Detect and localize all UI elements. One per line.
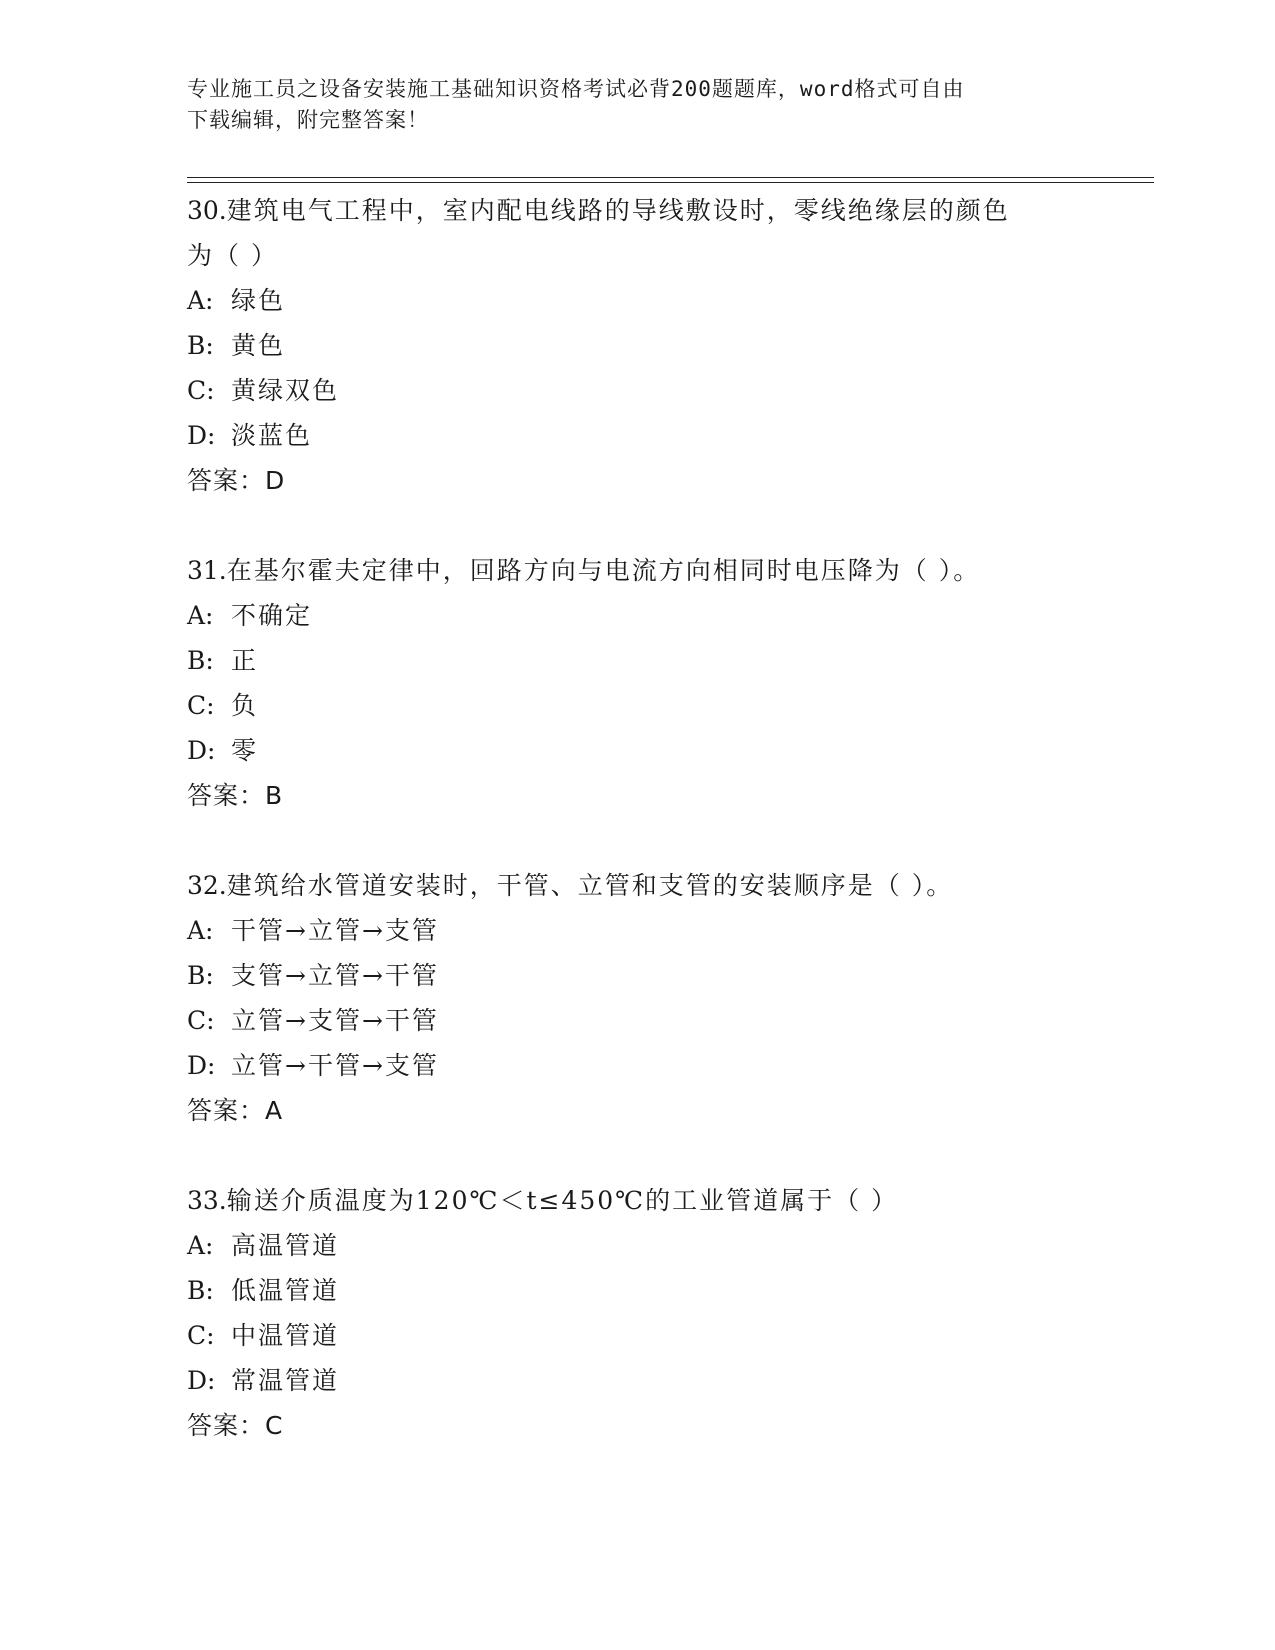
question-item bbox=[187, 548, 1087, 818]
answer-value: D bbox=[265, 466, 286, 495]
option-letter: B: bbox=[187, 961, 214, 990]
option-letter: D: bbox=[187, 1366, 216, 1395]
option-text: 立管→支管→干管 bbox=[231, 1006, 439, 1035]
option-text: 立管→干管→支管 bbox=[231, 1051, 439, 1080]
question-text-line-1: 在基尔霍夫定律中，回路方向与电流方向相同时电压降为（ ）。 bbox=[226, 556, 981, 585]
option-text: 绿色 bbox=[231, 286, 286, 315]
option-text: 支管→立管→干管 bbox=[231, 961, 439, 990]
option-d bbox=[187, 1043, 1087, 1088]
question-text bbox=[187, 548, 1087, 593]
option-text: 淡蓝色 bbox=[231, 421, 313, 450]
answer-value: B bbox=[265, 781, 284, 810]
option-letter: D: bbox=[187, 736, 216, 765]
option-letter: A: bbox=[187, 1231, 214, 1260]
header-divider-bottom bbox=[187, 182, 1154, 183]
option-letter: C: bbox=[187, 691, 215, 720]
option-text: 黄色 bbox=[231, 331, 286, 360]
option-a bbox=[187, 593, 1087, 638]
option-letter: A: bbox=[187, 916, 214, 945]
option-text: 黄绿双色 bbox=[231, 376, 340, 405]
document-header bbox=[187, 74, 1067, 136]
option-text: 不确定 bbox=[231, 601, 313, 630]
question-number: 32. bbox=[187, 871, 227, 900]
option-text: 低温管道 bbox=[231, 1276, 340, 1305]
option-text: 零 bbox=[231, 736, 259, 765]
question-text-line-2: 为（ ） bbox=[187, 241, 278, 270]
answer-line bbox=[187, 1088, 1087, 1133]
question-text-line-1: 建筑给水管道安装时，干管、立管和支管的安装顺序是（ ）。 bbox=[226, 871, 954, 900]
option-c bbox=[187, 1313, 1087, 1358]
question-number: 33. bbox=[187, 1186, 227, 1215]
option-text: 高温管道 bbox=[231, 1231, 340, 1260]
option-c bbox=[187, 368, 1087, 413]
question-text-line-1: 输送介质温度为120℃＜t≤450℃的工业管道属于（ ） bbox=[226, 1186, 899, 1215]
answer-value: C bbox=[265, 1411, 284, 1440]
option-c bbox=[187, 683, 1087, 728]
option-letter: D: bbox=[187, 1051, 216, 1080]
option-letter: B: bbox=[187, 1276, 214, 1305]
question-item bbox=[187, 188, 1087, 503]
option-letter: A: bbox=[187, 286, 214, 315]
answer-line bbox=[187, 458, 1087, 503]
option-b bbox=[187, 638, 1087, 683]
option-text: 负 bbox=[231, 691, 259, 720]
answer-value: A bbox=[265, 1096, 284, 1125]
option-text: 干管→立管→支管 bbox=[231, 916, 439, 945]
option-a bbox=[187, 278, 1087, 323]
option-d bbox=[187, 1358, 1087, 1403]
option-c bbox=[187, 998, 1087, 1043]
header-line-1: 专业施工员之设备安装施工基础知识资格考试必背200题题库，word格式可自由 bbox=[187, 77, 965, 101]
question-text bbox=[187, 1178, 1087, 1223]
option-a bbox=[187, 908, 1087, 953]
answer-label: 答案： bbox=[187, 1096, 266, 1125]
question-text bbox=[187, 188, 1087, 278]
option-text: 中温管道 bbox=[231, 1321, 340, 1350]
question-text bbox=[187, 863, 1087, 908]
answer-line bbox=[187, 1403, 1087, 1448]
option-b bbox=[187, 1268, 1087, 1313]
answer-label: 答案： bbox=[187, 466, 266, 495]
question-item bbox=[187, 863, 1087, 1133]
option-b bbox=[187, 323, 1087, 368]
answer-line bbox=[187, 773, 1087, 818]
answer-label: 答案： bbox=[187, 1411, 266, 1440]
option-d bbox=[187, 413, 1087, 458]
option-letter: B: bbox=[187, 331, 214, 360]
option-text: 正 bbox=[231, 646, 259, 675]
option-letter: B: bbox=[187, 646, 214, 675]
option-d bbox=[187, 728, 1087, 773]
answer-label: 答案： bbox=[187, 781, 266, 810]
option-letter: D: bbox=[187, 421, 216, 450]
question-number: 31. bbox=[187, 556, 227, 585]
header-line-2: 下载编辑，附完整答案！ bbox=[187, 108, 429, 132]
option-text: 常温管道 bbox=[231, 1366, 340, 1395]
option-letter: A: bbox=[187, 601, 214, 630]
question-list bbox=[187, 188, 1087, 1493]
question-text-line-1: 建筑电气工程中，室内配电线路的导线敷设时，零线绝缘层的颜色 bbox=[226, 196, 1010, 225]
option-letter: C: bbox=[187, 376, 215, 405]
option-b bbox=[187, 953, 1087, 998]
option-a bbox=[187, 1223, 1087, 1268]
question-number: 30. bbox=[187, 196, 227, 225]
option-letter: C: bbox=[187, 1321, 215, 1350]
header-divider-top bbox=[187, 177, 1154, 178]
question-item bbox=[187, 1178, 1087, 1448]
option-letter: C: bbox=[187, 1006, 215, 1035]
